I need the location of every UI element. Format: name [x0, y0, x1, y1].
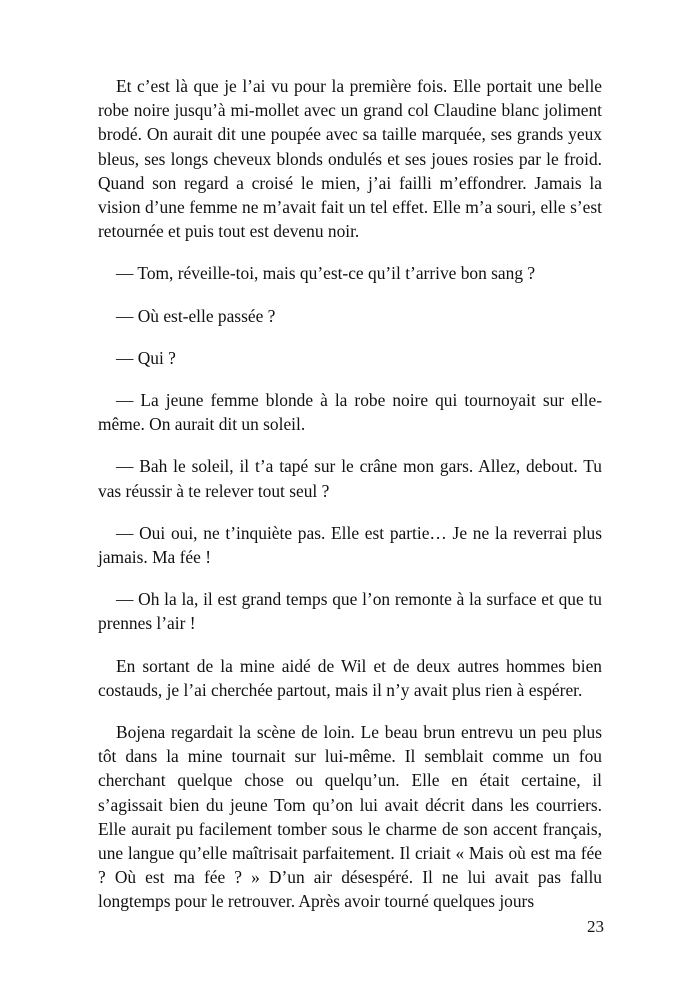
dialogue-surface: — Oh la la, il est grand temps que l’on remonte à la surface et que tu prennes l’air !: [98, 589, 602, 634]
dialogue-sun: — Bah le soleil, il t’a tapé sur le crâne mon gars. Allez, debout. Tu vas réussir à te relever tout seul ?: [98, 456, 602, 501]
paragraph-leaving-mine: En sortant de la mine aidé de Wil et de deux autres hommes bien costauds, je l’ai cherchée partout, mais il n’y avait plus rien à espérer.: [98, 655, 602, 700]
page-number: 23: [587, 917, 604, 936]
paragraph-bojena: Bojena regardait la scène de loin. Le beau brun entrevu un peu plus tôt dans la mine tournait sur lui-même. Il semblait comme un fou cherchant quelque chose ou quelqu’un. Elle en était certaine, il s’agissait bien du jeune Tom qu’on lui avait décrit dans les courriers. Elle aurait pu facilement tomber sous le charme de son accent français, une langue qu’elle maîtrisait parfaitement. Il criait « Mais où est ma fée ? Où est ma fée ? » D’un air désespéré. Il ne lui avait pas fallu longtemps pour le retrouver. Après avoir tourné quelques jours: [98, 722, 602, 912]
dialogue-blonde-woman: — La jeune femme blonde à la robe noire qui tournoyait sur elle-même. On aurait dit un soleil.: [98, 390, 602, 435]
dialogue-who: — Qui ?: [116, 347, 176, 368]
paragraph-first-sight: Et c’est là que je l’ai vu pour la première fois. Elle portait une belle robe noire jusqu’à mi-mollet avec un grand col Claudine blanc joliment brodé. On aurait dit une poupée avec sa taille marquée, ses grands yeux bleus, ses longs cheveux blonds ondulés et ses joues rosies par le froid. Quand son regard a croisé le mien, j’ai failli m’effondrer. Jamais la vision d’une femme ne m’avait fait un tel effet. Elle m’a souri, elle s’est retournée et puis tout est devenu noir.: [98, 76, 602, 242]
dialogue-my-fairy: — Oui oui, ne t’inquiète pas. Elle est partie… Je ne la reverrai plus jamais. Ma fée !: [98, 522, 602, 568]
dialogue-wake-up: — Tom, réveille-toi, mais qu’est-ce qu’il t’arrive bon sang ?: [116, 263, 536, 284]
page-body: [98, 74, 602, 914]
dialogue-where-is-she: — Où est-elle passée ?: [116, 305, 276, 326]
